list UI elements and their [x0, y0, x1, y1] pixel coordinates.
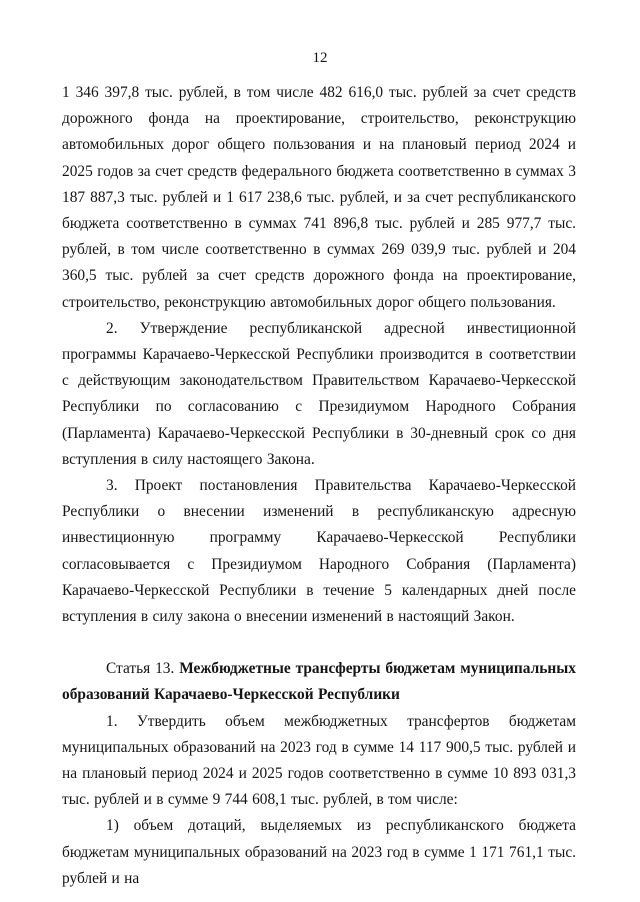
article-13-item-1: 1. Утвердить объем межбюджетных трансфертов бюджетам муниципальных образований на 2023 год в сумме 14 117 900,5 тыс. рублей и на плановый период 2024 и 2025 годов соответственно в сумме 10 893 031,3 тыс. рублей и в сумме 9 744 608,1 тыс. рублей, в том числе: [62, 712, 576, 809]
paragraph-item-3: 3. Проект постановления Правительства Карачаево-Черкесской Республики о внесении изменений в республиканскую адресную инвестиционную программу Карачаево-Черкесской Республики согласовывается с Президиумом Народного Собрания (Парламента) Карачаево-Черкесской Республики в течение 5 календарных дней после вступления в силу закона о внесении изменений в настоящий Закон. [62, 477, 576, 626]
section-gap [62, 630, 576, 656]
article-13-heading [62, 656, 576, 708]
article-13-subitem-1: 1) объем дотаций, выделяемых из республиканского бюджета бюджетам муниципальных образований на 2023 год в сумме 1 171 761,1 тыс. рублей и на [62, 817, 576, 887]
page-number: 12 [312, 50, 328, 66]
paragraph-continuation: 1 346 397,8 тыс. рублей, в том числе 482 616,0 тыс. рублей за счет средств дорожного фонда на проектирование, строительство, реконструкцию автомобильных дорог общего пользования и на плановый период 2024 и 2025 годов за счет средств федерального бюджета соответственно в суммах 3 187 887,3 тыс. рублей и 1 617 238,6 тыс. рублей, и за счет республиканского бюджета соответственно в суммах 741 896,8 тыс. рублей и 285 977,7 тыс. рублей, в том числе соответственно в суммах 269 039,9 тыс. рублей и 204 360,5 тыс. рублей за счет средств дорожного фонда на проектирование, строительство, реконструкцию автомобильных дорог общего пользования. [62, 84, 576, 311]
article-13-title: Межбюджетные трансферты бюджетам муниципальных образований Карачаево-Черкесской Республики [62, 660, 576, 704]
document-body [62, 80, 576, 892]
article-13-label: Статья 13. [106, 660, 175, 678]
paragraph-item-2: 2. Утверждение республиканской адресной инвестиционной программы Карачаево-Черкесской Республики производится в соответствии с действующим законодательством Правительством Карачаево-Черкесской Республики по согласованию с Президиумом Народного Собрания (Парламента) Карачаево-Черкесской Республики в 30-дневный срок со дня вступления в силу настоящего Закона. [62, 319, 576, 468]
